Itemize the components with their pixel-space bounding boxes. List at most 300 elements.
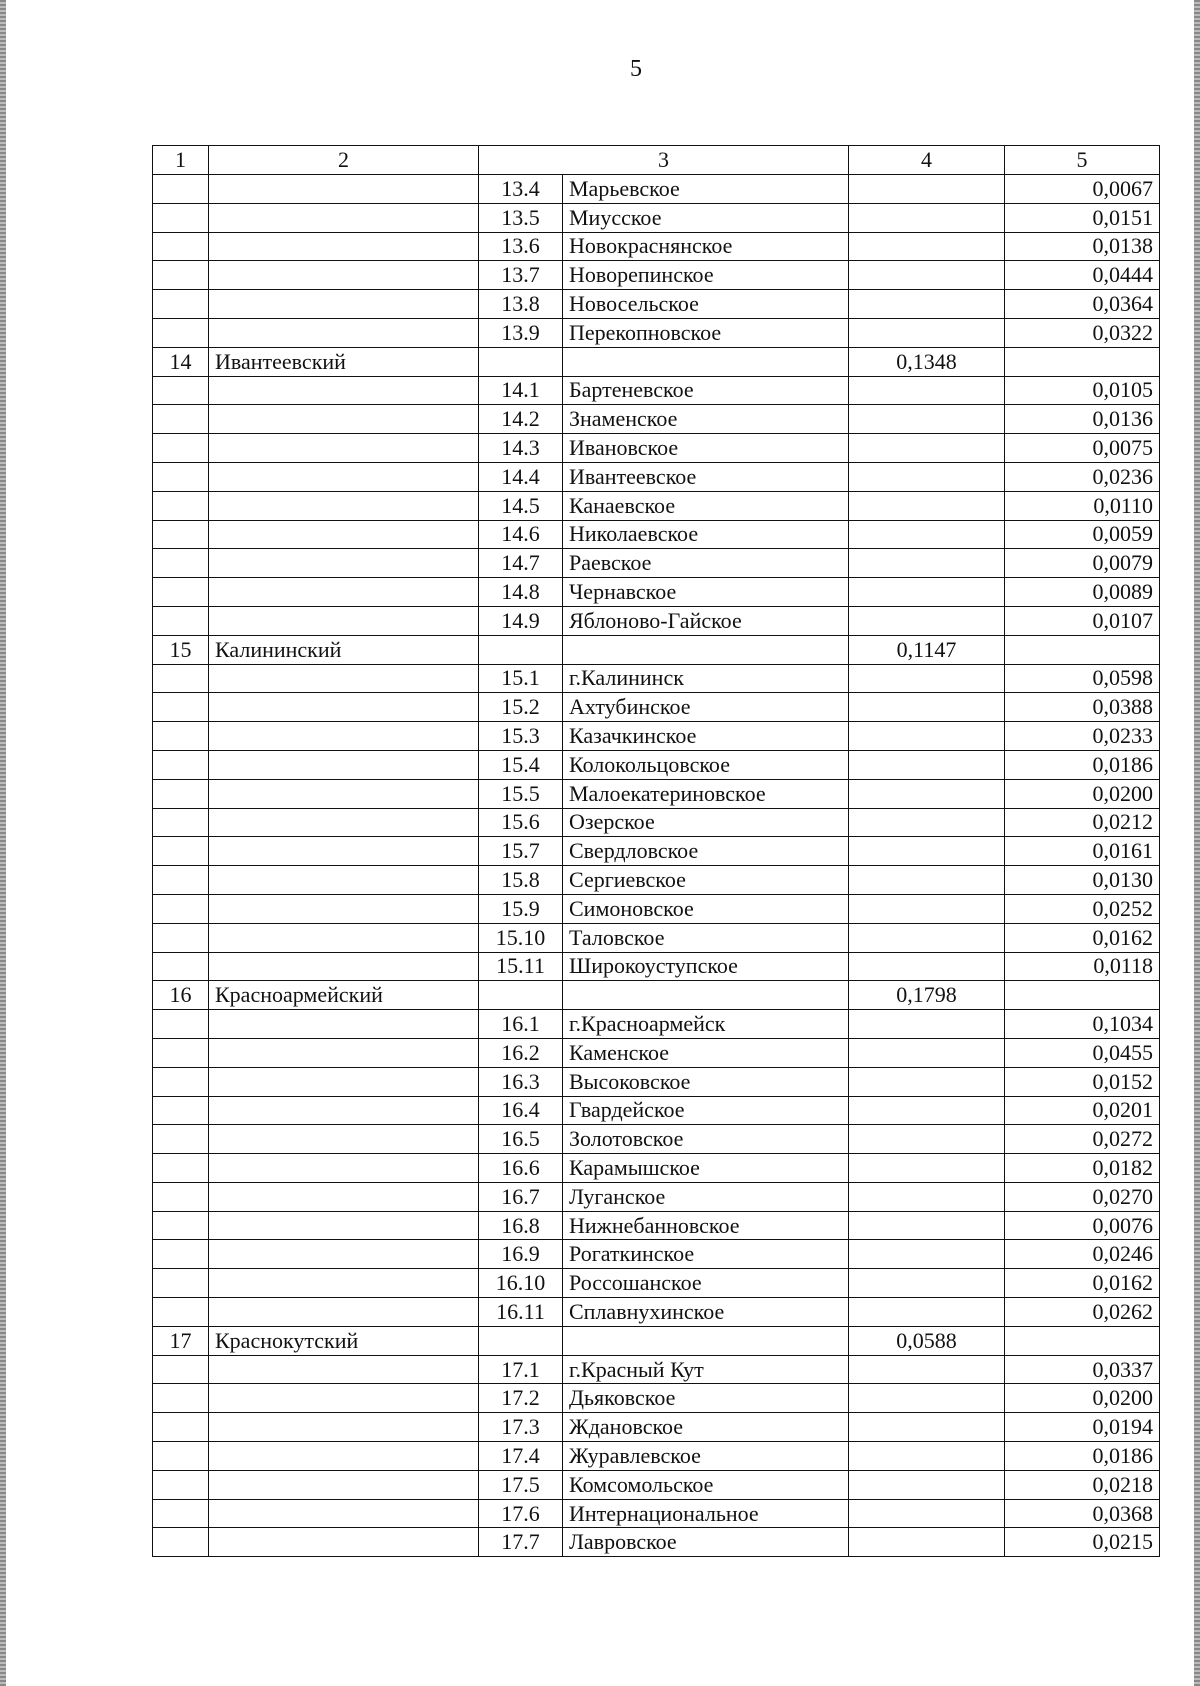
settlement-value: 0,0444	[1005, 261, 1160, 290]
settlement-value: 0,0322	[1005, 318, 1160, 347]
settlement-code: 14.6	[479, 520, 563, 549]
settlement-value: 0,0076	[1005, 1211, 1160, 1240]
settlement-name: Озерское	[563, 808, 849, 837]
settlement-value: 0,0130	[1005, 866, 1160, 895]
table-row	[153, 1442, 1160, 1471]
district-value	[849, 808, 1005, 837]
table-row	[153, 203, 1160, 232]
settlement-code: 17.6	[479, 1499, 563, 1528]
row-number	[153, 232, 209, 261]
row-number	[153, 520, 209, 549]
settlement-name: Марьевское	[563, 175, 849, 204]
settlement-name: Ахтубинское	[563, 693, 849, 722]
settlement-name: г.Калининск	[563, 664, 849, 693]
settlement-code: 15.6	[479, 808, 563, 837]
district-name	[209, 261, 479, 290]
row-number	[153, 750, 209, 779]
district-value	[849, 1442, 1005, 1471]
table-row	[153, 1269, 1160, 1298]
district-name	[209, 808, 479, 837]
settlement-value: 0,0151	[1005, 203, 1160, 232]
settlement-code: 17.5	[479, 1470, 563, 1499]
district-name: Калининский	[209, 635, 479, 664]
district-name	[209, 837, 479, 866]
table-row	[153, 923, 1160, 952]
settlement-code: 16.10	[479, 1269, 563, 1298]
settlement-code: 15.8	[479, 866, 563, 895]
row-number	[153, 664, 209, 693]
district-value	[849, 520, 1005, 549]
district-name	[209, 1384, 479, 1413]
settlement-name: Свердловское	[563, 837, 849, 866]
settlement-name: Колокольцовское	[563, 750, 849, 779]
settlement-code: 16.5	[479, 1125, 563, 1154]
row-number	[153, 1010, 209, 1039]
table-row	[153, 578, 1160, 607]
settlement-name: Канаевское	[563, 491, 849, 520]
row-number	[153, 434, 209, 463]
row-number	[153, 693, 209, 722]
district-value	[849, 894, 1005, 923]
settlement-value: 0,0186	[1005, 750, 1160, 779]
settlement-name: Знаменское	[563, 405, 849, 434]
settlement-name: Миусское	[563, 203, 849, 232]
row-number	[153, 722, 209, 751]
table-row	[153, 693, 1160, 722]
settlement-name: Николаевское	[563, 520, 849, 549]
row-number	[153, 578, 209, 607]
table-row	[153, 434, 1160, 463]
settlement-code: 16.9	[479, 1240, 563, 1269]
district-name	[209, 434, 479, 463]
row-number	[153, 462, 209, 491]
district-name	[209, 1413, 479, 1442]
district-name	[209, 606, 479, 635]
row-number	[153, 549, 209, 578]
district-value: 0,0588	[849, 1326, 1005, 1355]
settlement-code: 14.4	[479, 462, 563, 491]
settlement-name: Высоковское	[563, 1067, 849, 1096]
row-number	[153, 1154, 209, 1183]
table-row	[153, 1413, 1160, 1442]
row-number: 16	[153, 981, 209, 1010]
district-value	[849, 722, 1005, 751]
district-value	[849, 203, 1005, 232]
row-number	[153, 290, 209, 319]
district-name	[209, 1298, 479, 1327]
settlement-code: 16.7	[479, 1182, 563, 1211]
district-value	[849, 549, 1005, 578]
settlement-name: Казачкинское	[563, 722, 849, 751]
district-name	[209, 405, 479, 434]
settlement-code: 14.3	[479, 434, 563, 463]
row-number	[153, 808, 209, 837]
district-name	[209, 1240, 479, 1269]
district-value	[849, 1096, 1005, 1125]
settlement-value: 0,0364	[1005, 290, 1160, 319]
row-number	[153, 1125, 209, 1154]
settlement-value: 0,0162	[1005, 1269, 1160, 1298]
settlement-code	[479, 347, 563, 376]
settlement-name: Ивановское	[563, 434, 849, 463]
settlement-value: 0,0105	[1005, 376, 1160, 405]
settlement-name: Нижнебанновское	[563, 1211, 849, 1240]
settlement-name: Каменское	[563, 1038, 849, 1067]
settlement-name: Бартеневское	[563, 376, 849, 405]
settlement-name: Гвардейское	[563, 1096, 849, 1125]
settlement-value: 0,0138	[1005, 232, 1160, 261]
settlement-name: Таловское	[563, 923, 849, 952]
district-name	[209, 175, 479, 204]
settlement-code: 15.5	[479, 779, 563, 808]
table-row	[153, 376, 1160, 405]
district-name	[209, 549, 479, 578]
district-value	[849, 1384, 1005, 1413]
settlement-code: 15.2	[479, 693, 563, 722]
table-row	[153, 1528, 1160, 1557]
settlement-code: 15.1	[479, 664, 563, 693]
table-row	[153, 1038, 1160, 1067]
district-name: Красноармейский	[209, 981, 479, 1010]
table-row	[153, 175, 1160, 204]
district-name	[209, 462, 479, 491]
settlement-name: Ждановское	[563, 1413, 849, 1442]
district-value	[849, 837, 1005, 866]
settlement-name: г.Красноармейск	[563, 1010, 849, 1039]
settlement-value: 0,0212	[1005, 808, 1160, 837]
district-value	[849, 779, 1005, 808]
settlement-name: г.Красный Кут	[563, 1355, 849, 1384]
row-number	[153, 1355, 209, 1384]
table-row	[153, 808, 1160, 837]
district-value	[849, 1470, 1005, 1499]
settlement-value: 0,0182	[1005, 1154, 1160, 1183]
settlement-value	[1005, 635, 1160, 664]
row-number	[153, 1499, 209, 1528]
scan-edge-left	[0, 0, 6, 1686]
settlement-name: Журавлевское	[563, 1442, 849, 1471]
district-name	[209, 578, 479, 607]
row-number	[153, 318, 209, 347]
row-number	[153, 1269, 209, 1298]
settlement-value: 0,0110	[1005, 491, 1160, 520]
row-number	[153, 203, 209, 232]
district-name	[209, 1211, 479, 1240]
settlement-value: 0,0215	[1005, 1528, 1160, 1557]
table-row	[153, 549, 1160, 578]
district-name	[209, 491, 479, 520]
settlement-value: 0,0194	[1005, 1413, 1160, 1442]
settlement-value: 0,0059	[1005, 520, 1160, 549]
settlement-value: 0,0270	[1005, 1182, 1160, 1211]
district-value: 0,1348	[849, 347, 1005, 376]
settlement-code: 15.11	[479, 952, 563, 981]
row-number	[153, 952, 209, 981]
settlement-name: Карамышское	[563, 1154, 849, 1183]
row-number	[153, 1240, 209, 1269]
settlement-code: 15.10	[479, 923, 563, 952]
settlement-name: Золотовское	[563, 1125, 849, 1154]
district-value	[849, 1125, 1005, 1154]
row-number	[153, 894, 209, 923]
row-number	[153, 175, 209, 204]
district-name	[209, 750, 479, 779]
table-row	[153, 1211, 1160, 1240]
row-number	[153, 405, 209, 434]
settlement-name: Россошанское	[563, 1269, 849, 1298]
table-row	[153, 1355, 1160, 1384]
district-value	[849, 261, 1005, 290]
table-row	[153, 1470, 1160, 1499]
settlement-value	[1005, 1326, 1160, 1355]
row-number	[153, 866, 209, 895]
table-row	[153, 1499, 1160, 1528]
settlement-name: Лавровское	[563, 1528, 849, 1557]
settlement-value: 0,0107	[1005, 606, 1160, 635]
settlement-name	[563, 635, 849, 664]
district-value	[849, 923, 1005, 952]
table-row	[153, 318, 1160, 347]
district-value	[849, 1067, 1005, 1096]
settlement-value: 0,0079	[1005, 549, 1160, 578]
district-value	[849, 750, 1005, 779]
settlement-code: 13.8	[479, 290, 563, 319]
table-row	[153, 261, 1160, 290]
settlement-value: 0,0161	[1005, 837, 1160, 866]
table-row	[153, 1154, 1160, 1183]
district-name	[209, 1470, 479, 1499]
row-number: 15	[153, 635, 209, 664]
district-name	[209, 1499, 479, 1528]
district-value	[849, 232, 1005, 261]
settlement-code: 15.9	[479, 894, 563, 923]
settlement-value: 0,0262	[1005, 1298, 1160, 1327]
settlement-value: 0,0201	[1005, 1096, 1160, 1125]
settlement-code: 13.7	[479, 261, 563, 290]
district-value	[849, 866, 1005, 895]
table-row	[153, 1125, 1160, 1154]
table-row	[153, 894, 1160, 923]
settlement-code	[479, 981, 563, 1010]
settlement-name: Перекопновское	[563, 318, 849, 347]
settlement-name: Новорепинское	[563, 261, 849, 290]
settlement-code: 17.7	[479, 1528, 563, 1557]
settlement-value: 0,0200	[1005, 779, 1160, 808]
header-col-5: 5	[1005, 146, 1160, 175]
district-name	[209, 376, 479, 405]
settlement-name: Чернавское	[563, 578, 849, 607]
settlement-code: 14.1	[479, 376, 563, 405]
table-row	[153, 837, 1160, 866]
settlement-name: Яблоново-Гайское	[563, 606, 849, 635]
district-row	[153, 347, 1160, 376]
settlement-name: Сергиевское	[563, 866, 849, 895]
row-number	[153, 1298, 209, 1327]
row-number	[153, 837, 209, 866]
district-value	[849, 491, 1005, 520]
district-value	[849, 1038, 1005, 1067]
settlement-name: Малоекатериновское	[563, 779, 849, 808]
settlement-value: 0,0152	[1005, 1067, 1160, 1096]
settlement-code: 16.11	[479, 1298, 563, 1327]
settlement-value: 0,0218	[1005, 1470, 1160, 1499]
table-row	[153, 1067, 1160, 1096]
table-row	[153, 664, 1160, 693]
district-value	[849, 1298, 1005, 1327]
row-number	[153, 1528, 209, 1557]
scan-edge-right	[1194, 0, 1200, 1686]
district-name	[209, 1067, 479, 1096]
settlement-code: 13.4	[479, 175, 563, 204]
district-name	[209, 1528, 479, 1557]
district-value	[849, 664, 1005, 693]
district-name	[209, 232, 479, 261]
settlement-code: 16.3	[479, 1067, 563, 1096]
settlement-code: 16.6	[479, 1154, 563, 1183]
settlement-value: 0,0118	[1005, 952, 1160, 981]
table-header-row	[153, 146, 1160, 175]
district-value	[849, 693, 1005, 722]
district-value	[849, 952, 1005, 981]
district-value	[849, 175, 1005, 204]
row-number	[153, 1442, 209, 1471]
settlement-name: Луганское	[563, 1182, 849, 1211]
district-name	[209, 318, 479, 347]
district-name	[209, 1096, 479, 1125]
district-name	[209, 952, 479, 981]
settlement-name: Ивантеевское	[563, 462, 849, 491]
row-number: 14	[153, 347, 209, 376]
district-value	[849, 1269, 1005, 1298]
district-value	[849, 1413, 1005, 1442]
settlement-value: 0,0233	[1005, 722, 1160, 751]
table-row	[153, 722, 1160, 751]
row-number	[153, 376, 209, 405]
table-row	[153, 1384, 1160, 1413]
settlement-code: 14.5	[479, 491, 563, 520]
table-row	[153, 1240, 1160, 1269]
settlement-value: 0,0067	[1005, 175, 1160, 204]
district-value	[849, 376, 1005, 405]
header-col-1: 1	[153, 146, 209, 175]
settlement-value: 0,0236	[1005, 462, 1160, 491]
district-value	[849, 318, 1005, 347]
row-number	[153, 779, 209, 808]
district-name	[209, 1442, 479, 1471]
district-value	[849, 1010, 1005, 1039]
row-number	[153, 606, 209, 635]
district-name	[209, 693, 479, 722]
settlement-name: Новокраснянское	[563, 232, 849, 261]
district-name	[209, 1038, 479, 1067]
settlement-name: Новосельское	[563, 290, 849, 319]
settlement-code: 14.9	[479, 606, 563, 635]
district-name	[209, 923, 479, 952]
district-value	[849, 290, 1005, 319]
district-value: 0,1147	[849, 635, 1005, 664]
district-value	[849, 434, 1005, 463]
district-value	[849, 462, 1005, 491]
district-value	[849, 1211, 1005, 1240]
allocation-table	[152, 145, 1160, 1557]
settlement-value: 0,0075	[1005, 434, 1160, 463]
district-row	[153, 1326, 1160, 1355]
settlement-value: 0,1034	[1005, 1010, 1160, 1039]
settlement-code: 17.2	[479, 1384, 563, 1413]
table-row	[153, 520, 1160, 549]
table-row	[153, 232, 1160, 261]
table-row	[153, 1010, 1160, 1039]
settlement-value: 0,0136	[1005, 405, 1160, 434]
table-row	[153, 779, 1160, 808]
table-row	[153, 606, 1160, 635]
row-number	[153, 1211, 209, 1240]
settlement-code: 16.4	[479, 1096, 563, 1125]
settlement-value: 0,0186	[1005, 1442, 1160, 1471]
row-number	[153, 1470, 209, 1499]
district-name	[209, 1182, 479, 1211]
table-row	[153, 1298, 1160, 1327]
district-name	[209, 1010, 479, 1039]
row-number	[153, 1384, 209, 1413]
row-number	[153, 1413, 209, 1442]
settlement-name: Симоновское	[563, 894, 849, 923]
settlement-value: 0,0272	[1005, 1125, 1160, 1154]
district-value	[849, 1154, 1005, 1183]
table-row	[153, 866, 1160, 895]
district-value	[849, 1240, 1005, 1269]
settlement-code: 16.2	[479, 1038, 563, 1067]
settlement-code: 16.8	[479, 1211, 563, 1240]
district-name	[209, 1154, 479, 1183]
header-col-4: 4	[849, 146, 1005, 175]
settlement-value: 0,0162	[1005, 923, 1160, 952]
settlement-code: 13.9	[479, 318, 563, 347]
settlement-value: 0,0598	[1005, 664, 1160, 693]
settlement-code	[479, 1326, 563, 1355]
settlement-name: Раевское	[563, 549, 849, 578]
district-name	[209, 520, 479, 549]
settlement-code	[479, 635, 563, 664]
settlement-code: 16.1	[479, 1010, 563, 1039]
settlement-value	[1005, 347, 1160, 376]
settlement-code: 14.8	[479, 578, 563, 607]
table-row	[153, 405, 1160, 434]
row-number	[153, 491, 209, 520]
table-row	[153, 1182, 1160, 1211]
settlement-code: 13.5	[479, 203, 563, 232]
settlement-value: 0,0246	[1005, 1240, 1160, 1269]
settlement-name	[563, 981, 849, 1010]
settlement-code: 17.1	[479, 1355, 563, 1384]
settlement-name: Комсомольское	[563, 1470, 849, 1499]
district-row	[153, 635, 1160, 664]
settlement-code: 15.7	[479, 837, 563, 866]
row-number	[153, 1038, 209, 1067]
settlement-value: 0,0252	[1005, 894, 1160, 923]
district-value	[849, 1182, 1005, 1211]
district-value	[849, 578, 1005, 607]
settlement-value: 0,0337	[1005, 1355, 1160, 1384]
settlement-name: Дьяковское	[563, 1384, 849, 1413]
row-number	[153, 1096, 209, 1125]
table-row	[153, 491, 1160, 520]
settlement-value: 0,0368	[1005, 1499, 1160, 1528]
table-row	[153, 462, 1160, 491]
settlement-code: 15.4	[479, 750, 563, 779]
table-row	[153, 1096, 1160, 1125]
district-value	[849, 1528, 1005, 1557]
